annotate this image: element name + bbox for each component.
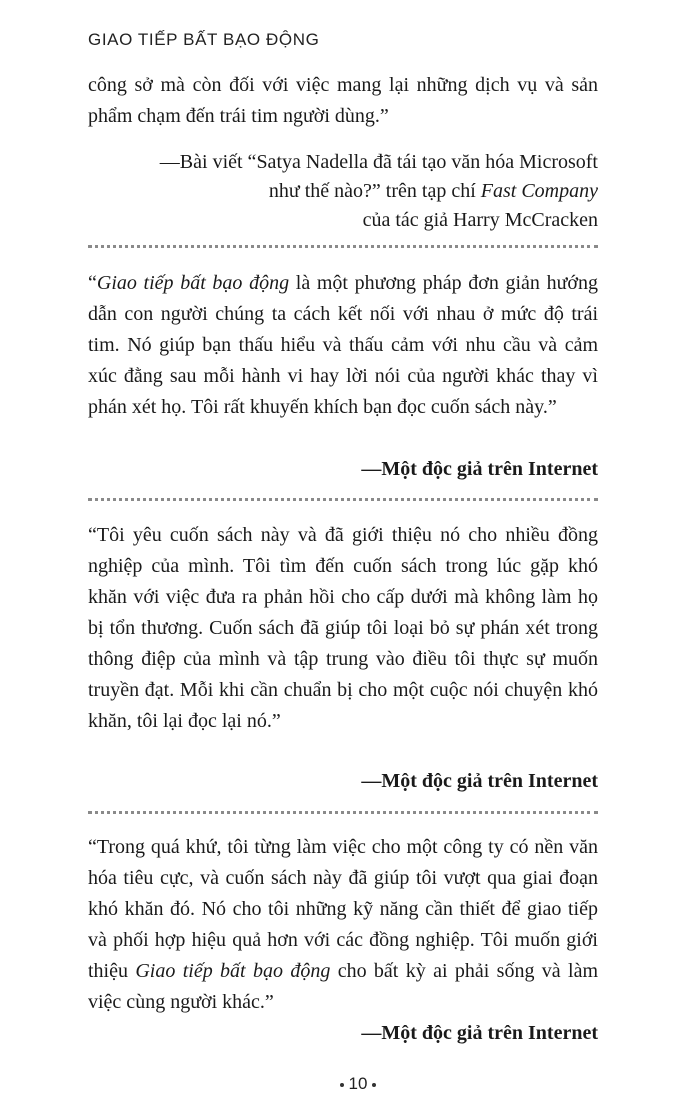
- testimonial-text-end: cho bất kỳ ai phải sống và làm việc cùng người khác.”: [88, 960, 599, 1013]
- book-page: [88, 0, 598, 1120]
- testimonial-signature-1: —Một độc giả trên Internet: [361, 458, 598, 480]
- attribution-line-2: [118, 177, 598, 206]
- testimonial-text: là một phương pháp đơn giản hướng dẫn con người chúng ta cách kết nối với nhau ở mức độ trái tim. Nó giúp bạn thấu hiểu và thấu cảm với nhu cầu và cảm xúc đằng sau mỗi hành vi hay lời nói của người khác thay vì phán xét họ. Tôi rất khuyến khích bạn đọc cuốn sách này.”: [88, 272, 599, 418]
- bullet-icon: [340, 1083, 344, 1087]
- attribution-line-1: —Bài viết “Satya Nadella đã tái tạo văn hóa Microsoft: [159, 151, 598, 173]
- testimonial-signature-2: —Một độc giả trên Internet: [361, 770, 598, 792]
- testimonial-paragraph-1: [88, 268, 598, 423]
- bullet-icon: [372, 1083, 376, 1087]
- magazine-title: Fast Company: [480, 180, 598, 202]
- testimonial-text: “Trong quá khứ, tôi từng làm việc cho một công ty có nền văn hóa tiêu cực, và cuốn sách này đã giúp tôi vượt qua giai đoạn khó khăn đó. Nó cho tôi những kỹ năng cần thiết để giao tiếp và phối hợp hiệu quả hơn với các đồng nghiệp. Tôi muốn giới thiệu: [88, 836, 598, 982]
- page-number-value: 10: [348, 1074, 368, 1093]
- dotted-divider: [88, 245, 598, 248]
- testimonial-paragraph-3: [88, 832, 598, 1018]
- testimonial-signature-3: —Một độc giả trên Internet: [361, 1022, 598, 1044]
- book-title-italic: Giao tiếp bất bạo động: [96, 272, 290, 294]
- dotted-divider: [88, 498, 598, 501]
- attribution-line-3: của tác giả Harry McCracken: [362, 209, 598, 231]
- open-quote: “: [88, 272, 97, 294]
- page-number: [328, 1074, 388, 1094]
- dotted-divider: [88, 811, 598, 814]
- running-header: GIAO TIẾP BẤT BẠO ĐỘNG: [88, 30, 320, 49]
- testimonial-paragraph-2: “Tôi yêu cuốn sách này và đã giới thiệu nó cho nhiều đồng nghiệp của mình. Tôi tìm đến cuốn sách trong lúc gặp khó khăn với việc đưa ra phản hồi cho cấp dưới mà không làm họ bị tổn thương. Cuốn sách đã giúp tôi loại bỏ sự phán xét trong thông điệp của mình và tập trung vào điều tôi thực sự muốn truyền đạt. Mỗi khi cần chuẩn bị cho một cuộc nói chuyện khó khăn, tôi lại đọc lại nó.”: [88, 524, 598, 732]
- intro-paragraph: công sở mà còn đối với việc mang lại những dịch vụ và sản phẩm chạm đến trái tim người dùng.”: [88, 74, 598, 127]
- attribution-line-2-text: như thế nào?” trên tạp chí: [268, 180, 481, 202]
- article-attribution: [118, 148, 598, 235]
- book-title-italic: Giao tiếp bất bạo động: [135, 960, 331, 982]
